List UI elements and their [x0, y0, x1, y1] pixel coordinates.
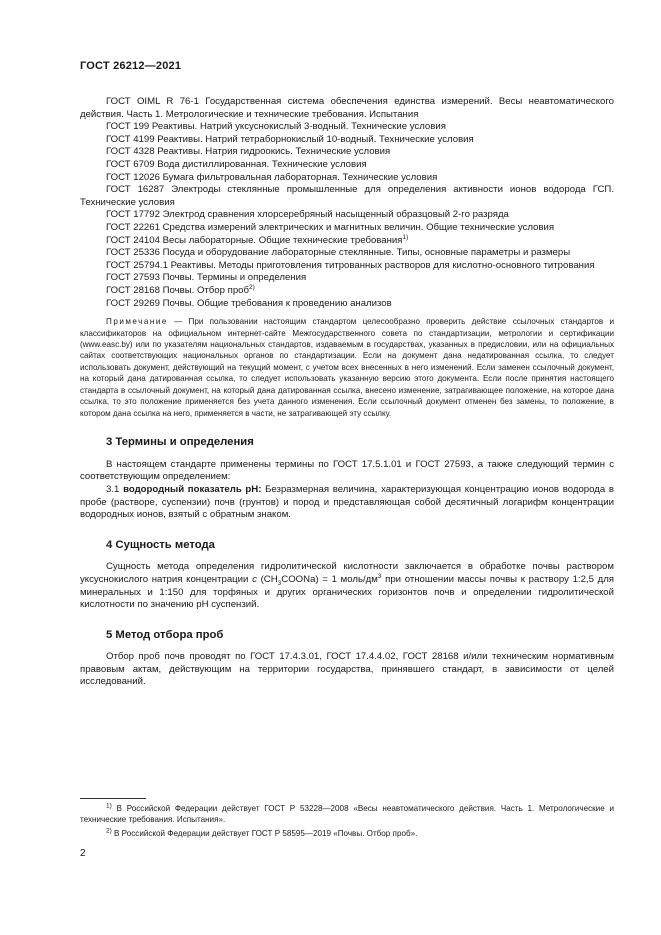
reference-item: ГОСТ 22261 Средства измерений электрических и магнитных величин. Общие технические условия — [106, 221, 555, 233]
reference-item: ГОСТ 17792 Электрод сравнения хлорсеребряный насыщенный образцовый 2-го разряда — [106, 209, 509, 221]
note-label: Примечание — [106, 317, 168, 327]
section-4-paragraph — [80, 561, 614, 611]
reference-item — [80, 235, 614, 248]
section-3-definition — [80, 484, 614, 522]
footnote-mark: 1) — [402, 233, 409, 241]
text-run: (CH — [256, 573, 278, 585]
text-run: COONa) = 1 моль/дм — [281, 573, 378, 585]
definition-term: водородный показатель рН: — [123, 483, 262, 495]
note — [80, 316, 614, 419]
reference-item: ГОСТ 4199 Реактивы. Натрий тетраборнокислый 10-водный. Технические условия — [106, 133, 474, 145]
reference-item: ГОСТ 29269 Почвы. Общие требования к проведению анализов — [106, 297, 392, 309]
footnote-2 — [80, 828, 614, 839]
definition-text: Безразмерная величина, характеризующая концентрацию ионов водорода в пробе (растворе, суспензии) почв (грунтов) и пород и представляющая собой десятичный логарифм концентрации водородных ионов, взятый с обратным знаком. — [80, 483, 614, 521]
reference-item: ГОСТ 25794.1 Реактивы. Методы приготовления титрованных растворов для кислотно-основного титрования — [106, 259, 595, 271]
reference-item: ГОСТ 4328 Реактивы. Натрия гидроокись. Технические условия — [106, 146, 391, 158]
footnote-text: В Российской Федерации действует ГОСТ Р 53228—2008 «Весы неавтоматического действия. Часть 1. Метрологические и технические требования. Испытания». — [80, 804, 614, 825]
main-content — [80, 96, 614, 689]
footnote-1 — [80, 803, 614, 826]
reference-item: ГОСТ 6709 Вода дистиллированная. Технические условия — [106, 158, 367, 170]
section-5-title: 5 Метод отбора проб — [106, 628, 224, 641]
footnote-mark: 1) — [106, 802, 112, 810]
reference-item — [80, 285, 614, 298]
section-3-title: 3 Термины и определения — [106, 436, 254, 449]
text-run: Сущность метода определения гидролитической кислотности заключается в обработке почвы раствором уксуснокислого натрия концентрации — [80, 561, 614, 585]
text-run: при отношении массы почвы к раствору 1:2,5 для минеральных и 1:150 для торфяных и других органических горизонтов почв и определении гидролитической кислотности по значению рН суспензий. — [80, 573, 615, 611]
page-number: 2 — [80, 848, 86, 859]
variable-c: c — [252, 573, 257, 585]
footnote-divider — [80, 798, 146, 799]
reference-item: ГОСТ 16287 Электроды стеклянные промышленные для определения активности ионов водорода ГСП. Технические условия — [80, 184, 614, 208]
reference-item: ГОСТ 199 Реактивы. Натрий уксуснокислый 3-водный. Технические условия — [106, 121, 446, 133]
footnote-mark: 2) — [249, 283, 255, 291]
reference-item: ГОСТ 12026 Бумага фильтровальная лабораторная. Технические условия — [106, 171, 438, 183]
reference-text: ГОСТ 24104 Весы лабораторные. Общие технические требования — [106, 234, 403, 246]
superscript: 3 — [377, 572, 382, 580]
subscript: 3 — [277, 579, 282, 587]
note-text: — При пользовании настоящим стандартом целесообразно проверить действие ссылочных стандартов и классификаторов на официальном интернет-сайте Межгосударственного совета по стандартизации, метрологии и сертификации (www.easc.by) или по указателям национальных стандартов, издаваемым в государствах, указанных в предисловии, или на официальных сайтах соответствующих национальных органов по стандартизации. Если на документ дана недатированная ссылка, то следует использовать документ, действующий на текущий момент, с учетом всех внесенных в него изменений. Если заменен ссылочный документ, на который дана датированная ссылка, то следует использовать указанную версию этого документа. Если после принятия настоящего стандарта в ссылочный документ, на который дана датированная ссылка, внесено изменение, затрагивающее положение, на которое дана ссылка, то это положение применяется без учета данного изменения. Если ссылочный документ отменен без замены, то положение, в котором дана ссылка на него, применяется в части, не затрагивающей эту ссылку. — [80, 317, 614, 418]
reference-item: ГОСТ 25336 Посуда и оборудование лабораторные стеклянные. Типы, основные параметры и размеры — [106, 247, 571, 259]
document-header: ГОСТ 26212—2021 — [80, 60, 182, 72]
section-5-paragraph: Отбор проб почв проводят по ГОСТ 17.4.3.01, ГОСТ 17.4.4.02, ГОСТ 28168 и/или техническим нормативным правовым актам, действующим на территории государства, принявшего стандарт, в зависимости от целей исследований. — [80, 651, 614, 688]
reference-text: ГОСТ 28168 Почвы. Отбор проб — [106, 284, 249, 296]
definition-number: 3.1 — [106, 483, 124, 495]
reference-item: ГОСТ OIML R 76-1 Государственная система обеспечения единства измерений. Весы неавтоматического действия. Часть 1. Метрологические и технические требования. Испытания — [80, 96, 614, 120]
reference-item: ГОСТ 27593 Почвы. Термины и определения — [106, 272, 307, 284]
footnote-mark: 2) — [106, 827, 112, 835]
section-4-title: 4 Сущность метода — [106, 538, 215, 551]
footnotes — [80, 798, 614, 841]
footnote-text: В Российской Федерации действует ГОСТ Р 58595—2019 «Почвы. Отбор проб». — [111, 828, 418, 838]
section-3-paragraph: В настоящем стандарте применены термины по ГОСТ 17.5.1.01 и ГОСТ 27593, а также следующий термин с соответствующим определением: — [80, 458, 614, 483]
